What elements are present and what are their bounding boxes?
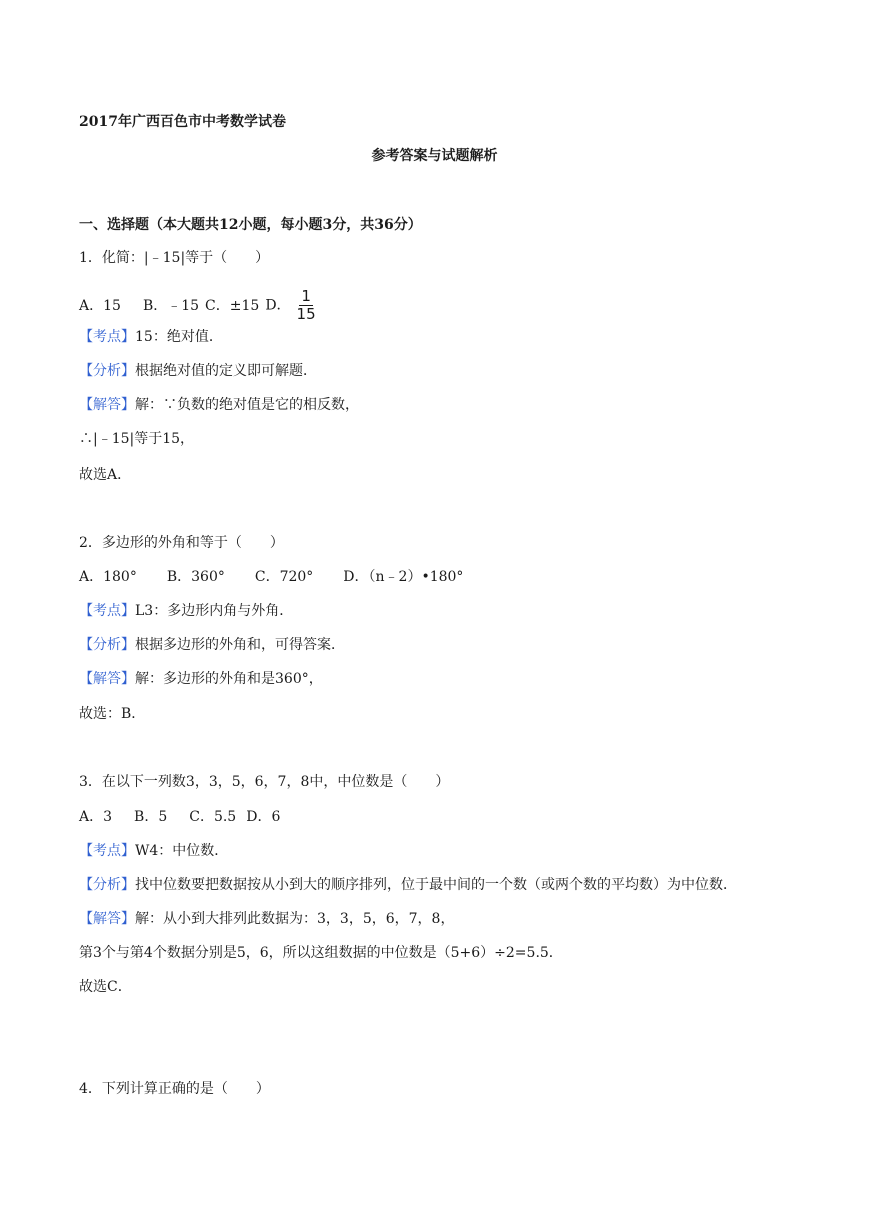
question-4-stem: 4．下列计算正确的是（ ）	[79, 1081, 270, 1097]
question-3-options	[79, 808, 280, 826]
kaodian-tag: 【考点】	[79, 603, 135, 619]
question-1-options	[79, 288, 318, 323]
question-1-solution-line: ∴|﹣15|等于15，	[79, 431, 195, 447]
option-c: C．720°	[254, 569, 314, 585]
option-a: A．15	[79, 297, 121, 314]
question-1-kaodian: 【考点】15：绝对值．	[79, 329, 223, 345]
option-b: B．﹣15	[142, 297, 200, 314]
question-2-options	[79, 568, 463, 586]
option-a: A．180°	[79, 569, 137, 585]
fenxi-tag: 【分析】	[79, 363, 135, 379]
fraction-one-fifteenth: $\frac{1}{15}$	[296, 287, 316, 323]
question-3-fenxi: 【分析】找中位数要把数据按从小到大的顺序排列，位于最中间的一个数（或两个数的平均数）为中位数．	[79, 877, 737, 893]
question-2-answer: 故选：B．	[79, 706, 146, 722]
question-1-answer: 故选A．	[79, 467, 132, 483]
kaodian-tag: 【考点】	[79, 843, 135, 859]
question-1-fenxi: 【分析】根据绝对值的定义即可解题．	[79, 363, 317, 379]
question-3-answer: 故选C．	[79, 979, 132, 995]
jieda-tag: 【解答】	[79, 671, 135, 687]
section-heading: 一、选择题（本大题共12小题，每小题3分，共36分）	[79, 217, 422, 233]
question-3-stem: 3．在以下一列数3，3，5，6，7，8中，中位数是（ ）	[79, 774, 450, 790]
jieda-tag: 【解答】	[79, 397, 135, 413]
kaodian-tag: 【考点】	[79, 329, 135, 345]
question-2-fenxi: 【分析】根据多边形的外角和，可得答案．	[79, 637, 345, 653]
page-title: 2017年广西百色市中考数学试卷	[79, 114, 286, 130]
option-a: A．3	[79, 809, 113, 825]
question-2-stem: 2．多边形的外角和等于（ ）	[79, 535, 284, 551]
fenxi-tag: 【分析】	[79, 637, 135, 653]
option-d: D．	[265, 297, 291, 314]
jieda-tag: 【解答】	[79, 911, 135, 927]
option-c: C．±15	[205, 297, 260, 314]
question-1-stem: 1．化简：|﹣15|等于（ ）	[79, 250, 270, 266]
question-2-kaodian: 【考点】L3：多边形内角与外角．	[79, 603, 294, 619]
question-3-kaodian: 【考点】W4：中位数．	[79, 843, 229, 859]
option-d: D．（n﹣2）•180°	[343, 569, 464, 585]
question-2-jieda: 【解答】解：多边形的外角和是360°，	[79, 671, 323, 687]
page-subtitle: 参考答案与试题解析	[371, 148, 498, 164]
option-d: D．6	[246, 809, 281, 825]
question-3-solution-line: 第3个与第4个数据分别是5，6，所以这组数据的中位数是（5+6）÷2=5.5．	[79, 945, 563, 961]
option-b: B．5	[134, 809, 168, 825]
question-1-jieda: 【解答】解：∵负数的绝对值是它的相反数，	[79, 397, 359, 413]
question-3-jieda: 【解答】解：从小到大排列此数据为：3，3，5，6，7，8，	[79, 911, 455, 927]
option-c: C．5.5	[189, 809, 237, 825]
fenxi-tag: 【分析】	[79, 877, 135, 893]
option-b: B．360°	[166, 569, 225, 585]
